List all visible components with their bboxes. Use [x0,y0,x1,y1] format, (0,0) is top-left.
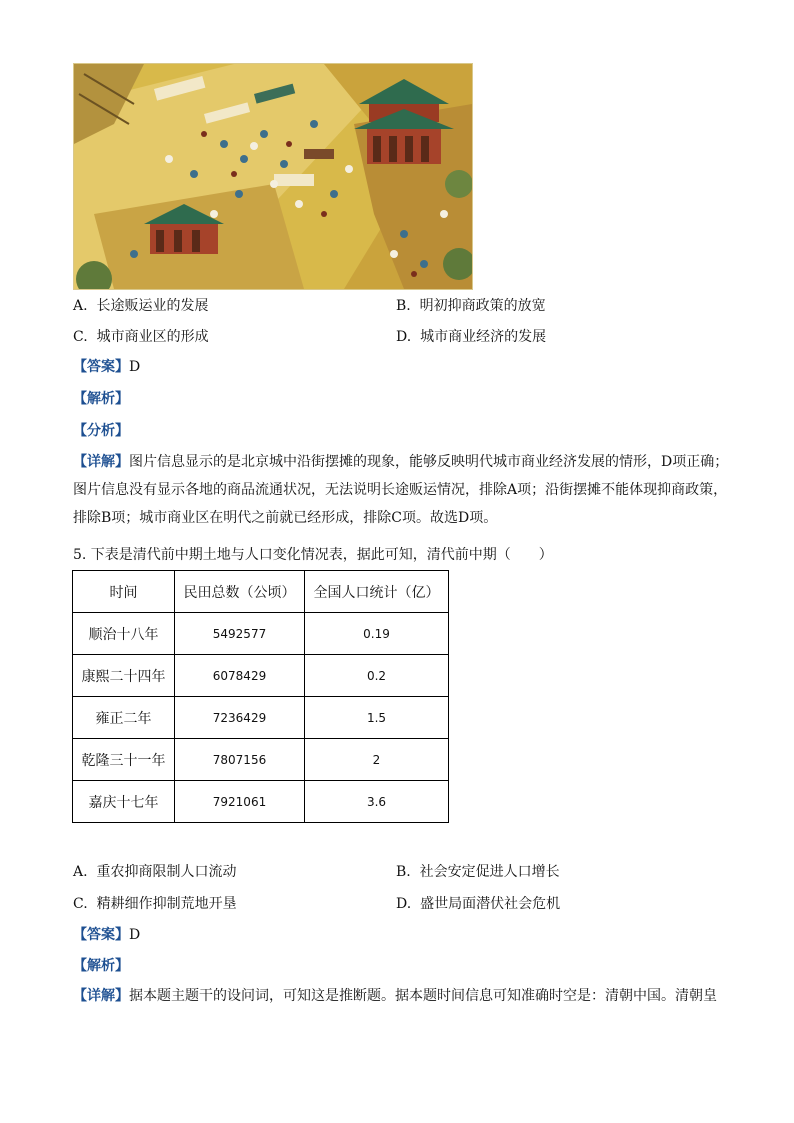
q5-option-c-letter: C. [73,896,88,912]
q5-option-d-letter: D. [396,896,412,912]
table-header-row [73,571,449,613]
q5-option-c [73,894,237,914]
table-cell: 2 [305,739,449,781]
q5-stem: 5. 下表是清代前中期土地与人口变化情况表，据此可知，清代前中期（ ） [73,547,553,563]
q4-option-a [73,296,208,316]
table-header-cell: 民田总数（公顷） [175,571,305,613]
q5-detail-text-1: 据本题主题干的设问词，可知这是推断题。据本题时间信息可知准确时空是：清朝中国。清朝皇 [129,988,717,1004]
market-painting-image [73,63,473,290]
q5-detail-tag: 【详解】 [73,988,129,1004]
q5-answer [73,925,140,945]
q5-data-table [72,570,449,823]
q4-option-b [396,296,546,316]
q4-fenxi-heading [73,421,129,441]
q4-detail-tag: 【详解】 [73,454,129,470]
q4-detail-line-1 [73,448,733,476]
q5-option-b-letter: B. [396,864,411,880]
q4-option-d-text: 城市商业经济的发展 [420,329,547,345]
table-cell: 乾隆三十一年 [73,739,175,781]
q4-detail-line-3: 排除B项；城市商业区在明代之前就已经形成，排除C项。故选D项。 [73,510,498,526]
q4-answer-value: D [129,359,141,375]
table-cell: 1.5 [305,697,449,739]
table-cell: 6078429 [175,655,305,697]
q4-option-b-text: 明初抑商政策的放宽 [419,298,546,314]
table-cell: 5492577 [175,613,305,655]
table-cell: 7807156 [175,739,305,781]
table-cell: 顺治十八年 [73,613,175,655]
table-row [73,739,449,781]
q4-answer-tag: 【答案】 [73,359,129,375]
q4-detail-line-2: 图片信息没有显示各地的商品流通状况，无法说明长途贩运情况，排除A项；沿街摆摊不能体现抑商政策， [73,482,728,498]
q4-option-a-text: 长途贩运业的发展 [96,298,209,314]
q5-option-a-letter: A. [73,864,88,880]
q4-answer [73,357,140,377]
table-cell: 0.19 [305,613,449,655]
table-row [73,781,449,823]
q4-option-c-letter: C. [73,329,88,345]
q5-option-b-text: 社会安定促进人口增长 [419,864,560,880]
table-row [73,613,449,655]
table-cell: 康熙二十四年 [73,655,175,697]
q5-answer-value: D [129,927,141,943]
q4-option-d [396,327,546,347]
table-cell: 7921061 [175,781,305,823]
q4-option-a-letter: A. [73,298,88,314]
table-cell: 雍正二年 [73,697,175,739]
q5-detail [73,982,733,1010]
q4-option-c [73,327,209,347]
table-header-cell: 时间 [73,571,175,613]
q5-analysis-tag: 【解析】 [73,958,129,974]
q5-option-d [396,894,560,914]
q5-detail-line-1 [73,982,733,1010]
table-header-cell: 全国人口统计（亿） [305,571,449,613]
q4-detail-text-1: 图片信息显示的是北京城中沿街摆摊的现象，能够反映明代城市商业经济发展的情形，D项正确； [129,454,729,470]
q4-analysis-tag: 【解析】 [73,391,129,407]
q5-option-a-text: 重农抑商限制人口流动 [96,864,237,880]
q5-analysis-heading [73,956,129,976]
table-cell: 7236429 [175,697,305,739]
table-row [73,697,449,739]
q4-option-d-letter: D. [396,329,412,345]
q5-answer-tag: 【答案】 [73,927,129,943]
q5-option-b [396,862,560,882]
q4-detail [73,448,733,532]
q4-analysis-heading [73,389,129,409]
table-row [73,655,449,697]
table-cell: 3.6 [305,781,449,823]
table-cell: 嘉庆十七年 [73,781,175,823]
q5-option-a [73,862,236,882]
q4-fenxi-tag: 【分析】 [73,423,129,439]
q5-option-d-text: 盛世局面潜伏社会危机 [420,896,561,912]
table-cell: 0.2 [305,655,449,697]
q4-option-c-text: 城市商业区的形成 [96,329,209,345]
q4-option-b-letter: B. [396,298,411,314]
q5-option-c-text: 精耕细作抑制荒地开垦 [96,896,237,912]
